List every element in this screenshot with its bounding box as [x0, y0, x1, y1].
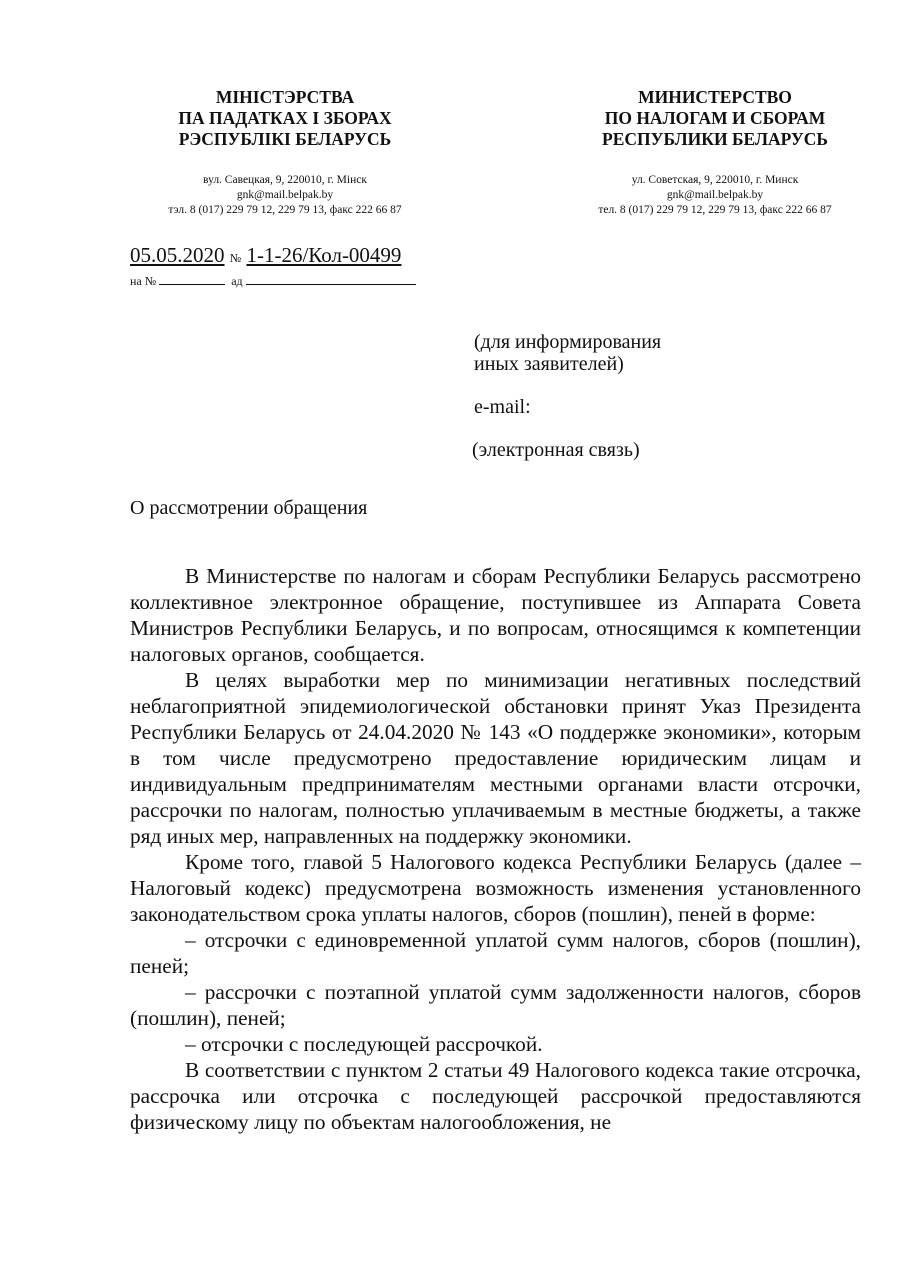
- paragraph: Кроме того, главой 5 Налогового кодекса Республики Беларусь (далее – Налоговый кодекс) предусмотрена возможность изменения установленного законодательством срока уплаты налогов, сборов (пошлин), пеней в форме:: [130, 850, 861, 926]
- addressee-channel: (электронная связь): [472, 439, 640, 461]
- ref-date-blank: [246, 274, 416, 285]
- from-label: ад: [231, 274, 243, 288]
- letterhead-russian: [550, 87, 880, 218]
- list-item: – рассрочки с поэтапной уплатой сумм задолженности налогов, сборов (пошлин), пеней;: [130, 980, 861, 1030]
- email-line: gnk@mail.belpak.by: [666, 189, 764, 201]
- address-line: вул. Савецкая, 9, 220010, г. Мінск: [203, 174, 367, 186]
- list-item: – отсрочки с последующей рассрочкой.: [185, 1032, 543, 1056]
- registration-number: 1-1-26/Кол-00499: [246, 243, 402, 267]
- ministry-name-line: ПА ПАДАТКАХ І ЗБОРАХ: [178, 108, 392, 128]
- letterhead-belarusian: [120, 87, 450, 218]
- ministry-address: [550, 173, 880, 218]
- phone-line: тэл. 8 (017) 229 79 12, 229 79 13, факс 222 66 87: [168, 204, 402, 216]
- ministry-address: [120, 173, 450, 218]
- ministry-name-line: ПО НАЛОГАМ И СБОРАМ: [604, 108, 826, 128]
- list-item: – отсрочки с единовременной уплатой сумм налогов, сборов (пошлин), пеней;: [130, 928, 861, 978]
- ref-number-blank: [159, 274, 225, 285]
- registration-line: [130, 243, 401, 268]
- letter-body: [130, 563, 861, 1135]
- paragraph: В Министерстве по налогам и сборам Республики Беларусь рассмотрено коллективное электронное обращение, поступившее из Аппарата Совета Министров Республики Беларусь, и по вопросам, относящимся к компетенции налоговых органов, сообщается.: [130, 564, 861, 666]
- paragraph: В целях выработки мер по минимизации негативных последствий неблагоприятной эпидемиологической обстановки принят Указ Президента Республики Беларусь от 24.04.2020 № 143 «О поддержке экономики», которым в том числе предусмотрено предоставление юридическим лицам и индивидуальным предпринимателям местными органами власти отсрочки, рассрочки по налогам, полностью уплачиваемым в местные бюджеты, а также ряд иных мер, направленных на поддержку экономики.: [130, 668, 861, 848]
- ref-label: на №: [130, 274, 157, 288]
- ministry-name-line: РЕСПУБЛИКИ БЕЛАРУСЬ: [602, 129, 828, 149]
- email-line: gnk@mail.belpak.by: [236, 189, 334, 201]
- paragraph: В соответствии с пунктом 2 статьи 49 Налогового кодекса такие отсрочка, рассрочка или отсрочка с последующей рассрочкой предоставляются физическому лицу по объектам налогообложения, не: [130, 1058, 861, 1134]
- registration-date: 05.05.2020: [130, 243, 225, 267]
- address-line: ул. Советская, 9, 220010, г. Минск: [631, 174, 799, 186]
- letter-subject: О рассмотрении обращения: [130, 497, 368, 519]
- reference-line: [130, 274, 416, 289]
- addressee-email: e-mail:: [474, 396, 531, 418]
- number-sign: №: [229, 251, 242, 265]
- ministry-name-line: РЭСПУБЛІКІ БЕЛАРУСЬ: [178, 129, 392, 149]
- addressee-line: иных заявителей): [474, 353, 624, 375]
- addressee-line: (для информирования: [474, 331, 662, 353]
- ministry-name-line: МІНІСТЭРСТВА: [215, 87, 355, 107]
- ministry-name-line: МИНИСТЕРСТВО: [638, 87, 792, 107]
- phone-line: тел. 8 (017) 229 79 12, 229 79 13, факс 222 66 87: [598, 204, 832, 216]
